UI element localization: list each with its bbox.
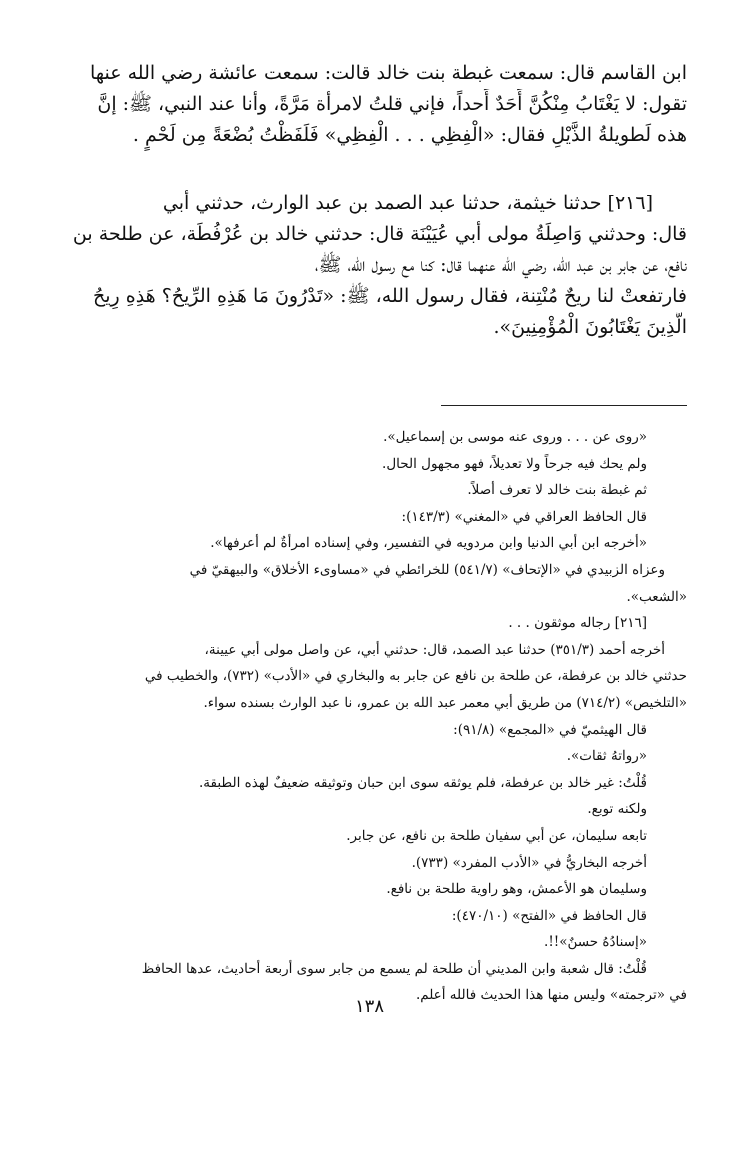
main-line: قال: وحدثني وَاصِلَةُ مولى أبي عُيَيْنَة قال: حدثني خالد بن عُرْفُطَة، عن طلحة بن xyxy=(72,223,687,245)
footnote-line: قُلْتُ: غير خالد بن عرفطة، فلم يوثقه سوى ابن حبان وتوثيقه ضعيفٌ لهذه الطبقة. xyxy=(199,774,647,791)
footnote-line: وعزاه الزبيدي في «الإتحاف» (٥٤١/٧) للخرائطي في «مساوىء الأخلاق» والبيهقيّ في xyxy=(189,561,665,578)
footnote-line: أخرجه أحمد (٣٥١/٣) حدثنا عبد الصمد، قال: حدثني أبي، عن واصل مولى أبي عيينة، xyxy=(204,641,665,658)
footnote-line: «إسنادُهُ حسنٌ»!!. xyxy=(544,934,647,951)
footnote-line: «أخرجه ابن أبي الدنيا وابن مردويه في التفسير، وفي إسناده امرأةٌ لم أعرفها». xyxy=(210,535,647,552)
footnote-line: قال الهيثميّ في «المجمع» (٩١/٨): xyxy=(453,721,647,738)
main-paragraph-hadith-216 xyxy=(42,188,687,343)
footnote-separator xyxy=(441,405,687,406)
footnote-line: «رواتهُ ثقات». xyxy=(566,748,647,765)
main-line: فارتفعتْ لنا ريحٌ مُنْتِنة، فقال رسول الله، ﷺ: «تَدْرُونَ مَا هَذِهِ الرِّيحُ؟ هَذِهِ رِيحُ xyxy=(92,285,687,307)
footnote-line: ولكنه توبع. xyxy=(587,801,647,818)
main-line: تقول: لا يَغْتَابُ مِنْكُنَّ أَحَدٌ أَحداً، فإني قلتُ لامرأة مَرَّةً، وأنا عند النبي، ﷺ: إنَّ xyxy=(97,93,687,115)
main-paragraph-narration xyxy=(42,58,687,151)
footnote-line: قال الحافظ في «الفتح» (٤٧٠/١٠): xyxy=(451,907,647,924)
main-line: هذه لَطويلةُ الذَّيْلِ فقال: «الْفِظِي . . . الْفِظِي» فَلَفَظْتُ بُضْعَةً مِن لَحْمٍ . xyxy=(132,124,687,146)
footnote-line: قُلْتُ: قال شعبة وابن المديني أن طلحة لم يسمع من جابر سوى أربعة أحاديث، عدها الحافظ xyxy=(141,960,647,977)
main-line: الَّذِينَ يَغْتَابُونَ الْمُؤْمِنِينَ». xyxy=(493,316,687,338)
footnote-line: في «ترجمته» وليس منها هذا الحديث فالله أعلم. xyxy=(415,987,687,1004)
footnote-line: أخرجه البخاريُّ في «الأدب المفرد» (٧٣٣). xyxy=(411,854,647,871)
footnote-line: وسليمان هو الأعمش، وهو راوية طلحة بن نافع. xyxy=(386,881,647,898)
footnote-line: ثم غبطة بنت خالد لا تعرف أصلاً. xyxy=(467,482,647,499)
footnote-line: «التلخيص» (٧١٤/٢) من طريق أبي معمر عبد الله بن عمرو، نا عبد الوارث بسنده سواء. xyxy=(203,694,687,711)
main-line: [٢١٦] حدثنا خيثمة، حدثنا عبد الصمد بن عبد الوارث، حدثني أبي xyxy=(162,192,653,214)
footnote-line: «الشعب». xyxy=(626,588,687,605)
footnote-line: حدثني خالد بن عرفطة، عن طلحة بن نافع عن جابر به والبخاري في «الأدب» (٧٣٢)، والخطيب في xyxy=(144,668,687,685)
footnote-line: «روى عن . . . وروى عنه موسى بن إسماعيل». xyxy=(383,429,647,445)
footnote-line: ولم يحك فيه جرحاً ولا تعديلاً، فهو مجهول الحال. xyxy=(382,455,647,472)
footnotes xyxy=(27,424,687,1009)
footnote-line: قال الحافظ العراقي في «المغني» (١٤٣/٣): xyxy=(401,508,647,525)
page-number: ١٣٨ xyxy=(354,996,384,1017)
footnote-line: [٢١٦] رجاله موثقون . . . xyxy=(508,615,647,632)
footnote-line: تابعه سليمان، عن أبي سفيان طلحة بن نافع، عن جابر. xyxy=(346,827,647,844)
main-line: ابن القاسم قال: سمعت غبطة بنت خالد قالت: سمعت عائشة رضي الله عنها xyxy=(89,62,687,84)
main-line: نافع، عن جابر بن عبد الله، رضي الله عنهما قال: كنا مع رسول الله، ﷺ، xyxy=(314,254,687,276)
